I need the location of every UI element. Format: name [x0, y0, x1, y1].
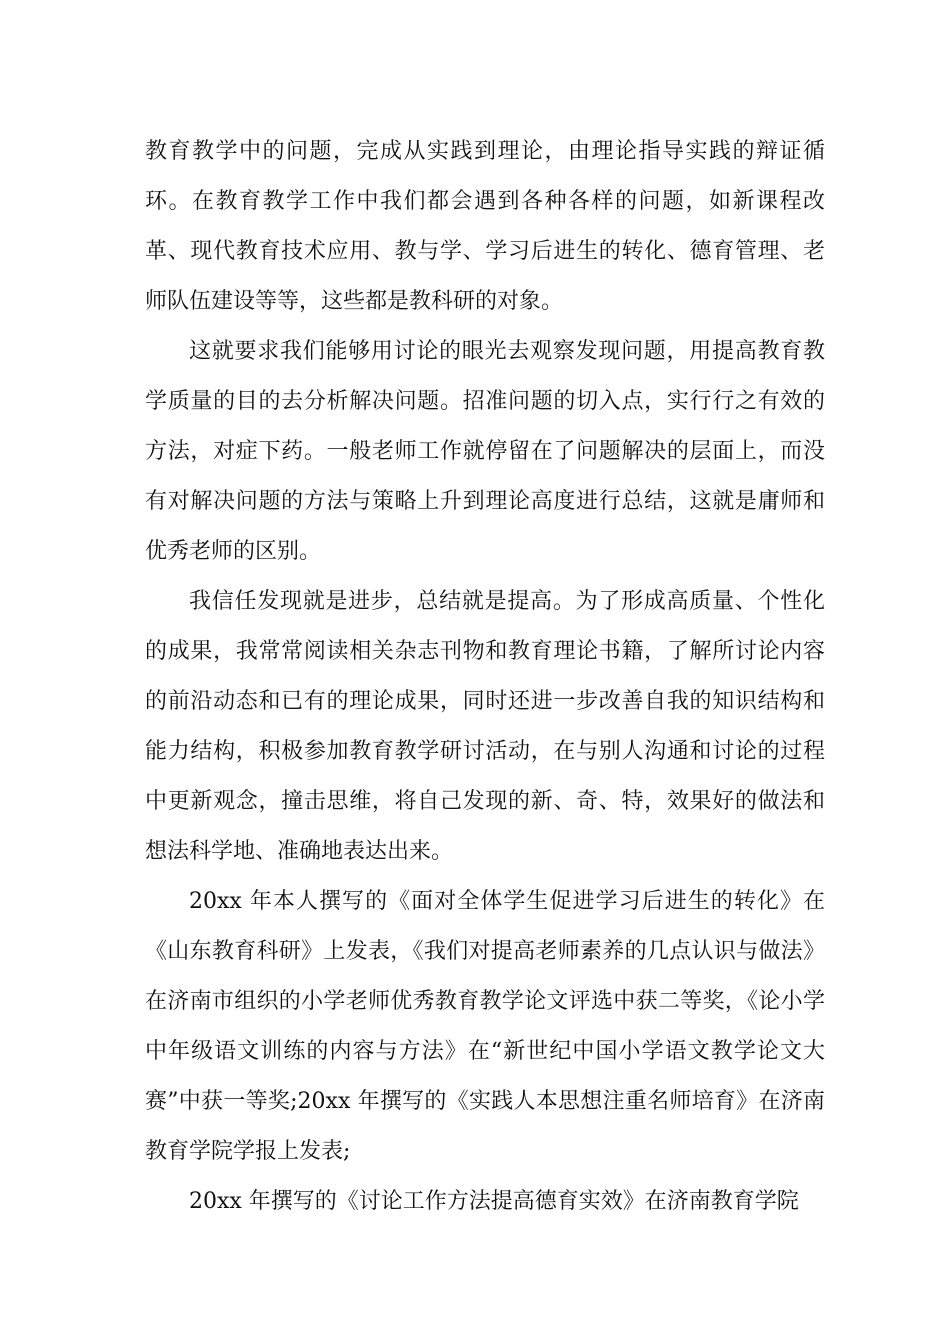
paragraph-moral-education: 20xx 年撰写的《讨论工作方法提高德育实效》在济南教育学院: [189, 1189, 799, 1214]
paragraph-continuation: 教育教学中的问题，完成从实践到理论，由理论指导实践的辩证循环。在教育教学工作中我们都会遇到各种各样的问题，如新课程改革、现代教育技术应用、教与学、学习后进生的转化、德育管理、老师队伍建设等等，这些都是教科研的对象。: [145, 139, 825, 314]
paragraph-problem-research: 这就要求我们能够用讨论的眼光去观察发现问题，用提高教育教学质量的目的去分析解决问题。招准问题的切入点，实行行之有效的方法，对症下药。一般老师工作就停留在了问题解决的层面上，而没有对解决问题的方法与策略上升到理论高度进行总结，这就是庸师和优秀老师的区别。: [145, 339, 825, 564]
paragraph-publications: 20xx 年本人撰写的《面对全体学生促进学习后进生的转化》在《山东教育科研》上发表，《我们对提高老师素养的几点认识与做法》在济南市组织的小学老师优秀教育教学论文评选中获二等奖，《论小学中年级语文训练的内容与方法》在“新世纪中国小学语文教学论文大赛”中获一等奖;20xx 年撰写的《实践人本思想注重名师培育》在济南教育学院学报上发表;: [145, 889, 825, 1164]
paragraph-progress-summary: 我信任发现就是进步，总结就是提高。为了形成高质量、个性化的成果，我常常阅读相关杂志刊物和教育理论书籍，了解所讨论内容的前沿动态和已有的理论成果，同时还进一步改善自我的知识结构和能力结构，积极参加教育教学研讨活动，在与别人沟通和讨论的过程中更新观念，撞击思维，将自己发现的新、奇、特，效果好的做法和想法科学地、准确地表达出来。: [145, 589, 825, 864]
document-body: [145, 127, 825, 1227]
